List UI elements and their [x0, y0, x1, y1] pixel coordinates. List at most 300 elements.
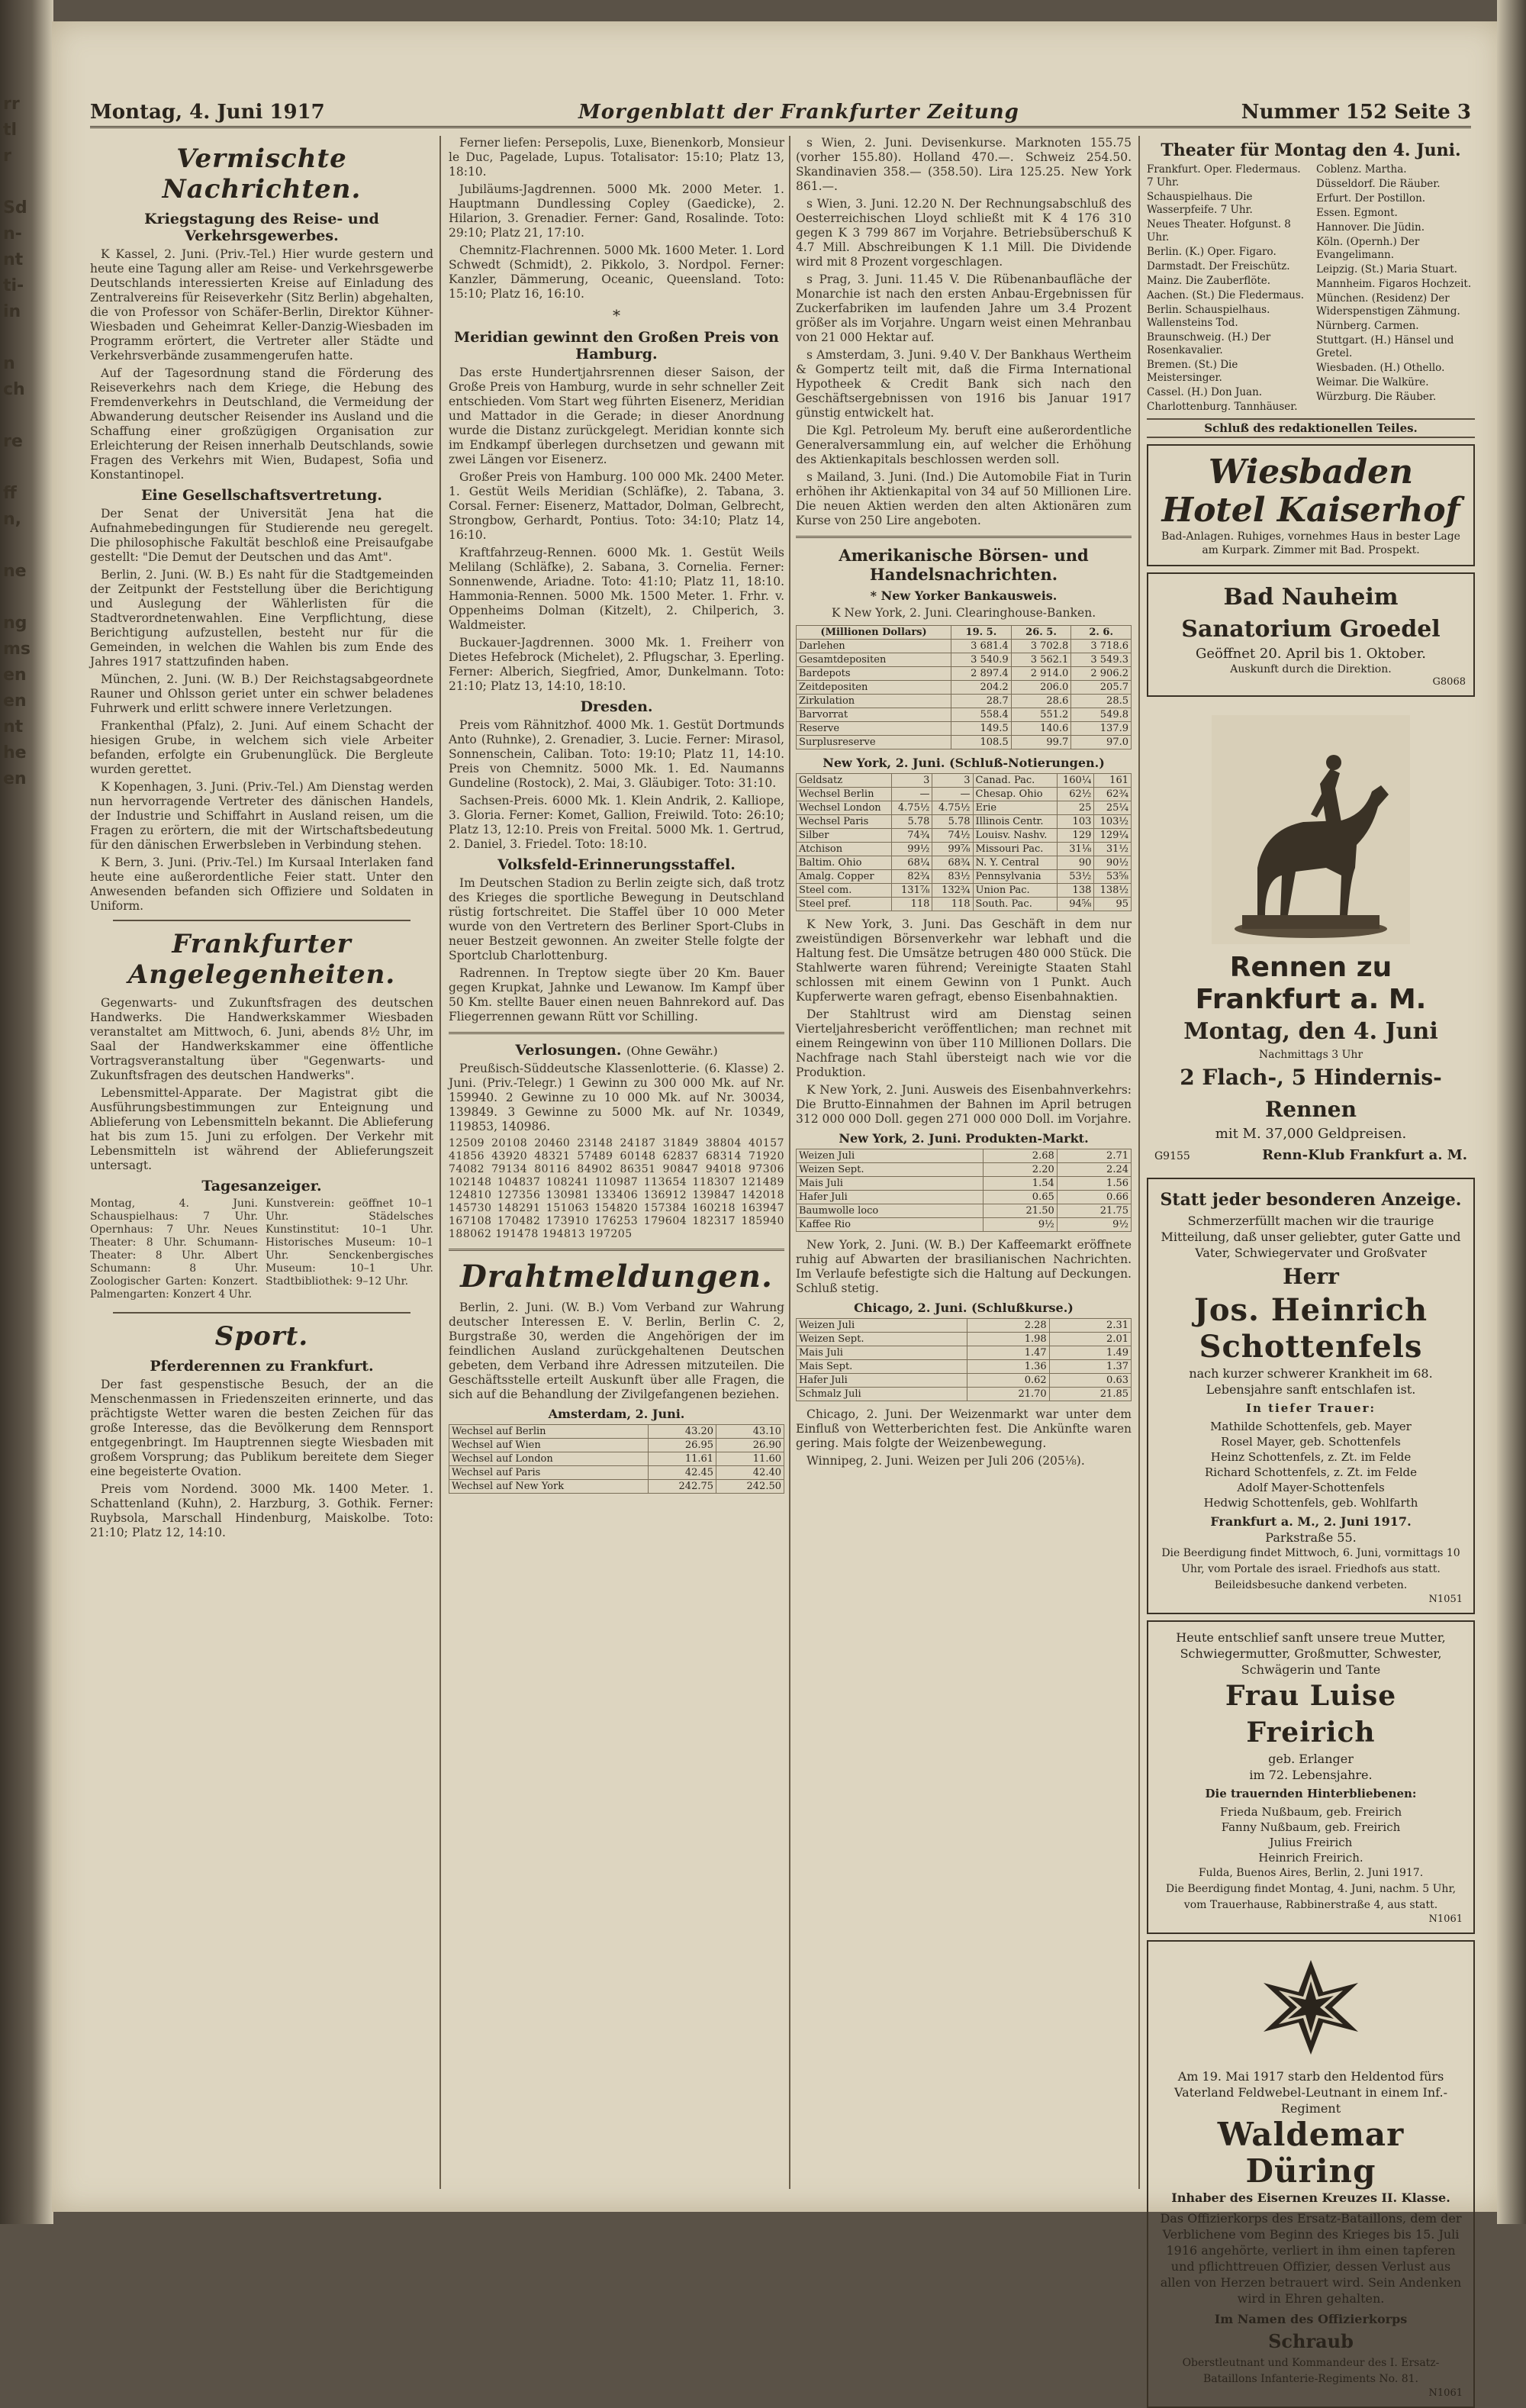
- paragraph: Chemnitz-Flachrennen. 5000 Mk. 1600 Meter. 1. Lord Schwedt (Schmidt), 2. Pikkolo, 3. Nordpol. Ferner: Kanzler, Dämmerung, Oceanic, Queensland. Toto: 15:10; Platz 16, 16:10.: [449, 243, 785, 301]
- paragraph: Sachsen-Preis. 6000 Mk. 1. Klein Andrik, 2. Kalliope, 3. Gloria. Ferner: Komet, Gallion, Freiwild. Toto: 26:10; Platz 13, 12:10. Preis von Freital. 5000 Mk. 1. Gertrud, 2. Daniel, 3. Friedel. Toto: 18:10.: [449, 794, 784, 851]
- article-body: [449, 366, 784, 694]
- table-cell: Schmalz Juli: [797, 1388, 967, 1401]
- theater-entry: Essen. Egmont.: [1316, 207, 1398, 219]
- table-cell: 3 549.3: [1071, 653, 1132, 667]
- ad-code: N1051: [1428, 1594, 1463, 1605]
- produce-market-table: [796, 1149, 1132, 1232]
- column-header: 26. 5.: [1011, 626, 1071, 640]
- table-cell: Bardepots: [797, 667, 951, 681]
- ad-title: Wiesbaden Hotel Kaiserhof: [1161, 453, 1460, 530]
- hotel-kaiserhof-ad: [1147, 444, 1475, 566]
- table-cell: 3: [932, 774, 973, 788]
- theater-entry: Berlin. (K.) Oper. Figaro.: [1147, 246, 1276, 258]
- article-body: [449, 876, 784, 1024]
- section-title: Vermischte Nachrichten.: [162, 143, 362, 205]
- paragraph: Preis vom Rähnitzhof. 4000 Mk. 1. Gestüt Dortmunds Anto (Ruhnke), 2. Grenadier, 3. Lucie. Ferner: Mirasol, Sonnenschein, Caliban. Toto: 19:10; Platz 11, 14:10. Preis von Chemnitz. 5000 Mk. 1. Ed. Naumanns Gundeline (Rostock), 2. Mai, 3. Gläubiger. Toto: 31:10.: [449, 718, 784, 790]
- column-1: [90, 136, 433, 2189]
- table-cell: 1.49: [1049, 1346, 1131, 1360]
- table-cell: 42.40: [716, 1466, 784, 1480]
- paragraph: Großer Preis von Hamburg. 100 000 Mk. 2400 Meter. 1. Gestüt Weils Meridian (Schläfke), 2. Tabana, 3. Corsal. Ferner: Eisenerz, Mattador, Dolman, Gelbrecht, Strongbow, Gerhardt, Pontius. Toto: 34:10; Platz 14, 16:10.: [449, 470, 784, 542]
- ad-footer: [1154, 1147, 1467, 1164]
- theater-entry: Stuttgart. (H.) Hänsel und Gretel.: [1316, 334, 1454, 359]
- table-cell: 5.78: [892, 815, 932, 829]
- theater-entry: Coblenz. Martha.: [1316, 163, 1407, 176]
- paragraph: Radrennen. In Treptow siegte über 20 Km. Bauer gegen Krupkat, Jahnke und Lewanow. Im Kampf über 50 Km. stellte Bauer einen neuen Bahnrekord auf. Das Fliegerrennen gewann Rütt vor Schilling.: [449, 966, 784, 1023]
- table-cell: Steel pref.: [797, 898, 892, 911]
- paragraph: Gegenwarts- und Zukunftsfragen des deutschen Handwerks. Die Handwerkskammer Wiesbaden veranstaltet am Mittwoch, 6. Juni, abends 8½ Uhr, im Saal der Handwerkskammer eine öffentliche Vortragsveranstaltung über "Gegenwarts- und Zukunftsfragen des deutschen Handwerks".: [90, 996, 433, 1082]
- article-heading: Kriegstagung des Reise- und Verkehrsgewerbes.: [144, 211, 379, 244]
- article-heading: * New Yorker Bankausweis.: [870, 588, 1058, 603]
- table-cell: Wechsel Paris: [797, 815, 892, 829]
- table-cell: 26.95: [649, 1439, 716, 1452]
- column-rule: [439, 136, 441, 2189]
- article-heading: Tagesanzeiger.: [201, 1178, 322, 1194]
- mourners-title: Die trauernden Hinterbliebenen:: [1205, 1787, 1417, 1800]
- events-listing: [90, 1198, 433, 1306]
- table-cell: 1.37: [1049, 1360, 1131, 1374]
- column-rule: [789, 136, 790, 2189]
- article-body: [449, 718, 784, 852]
- ad-text: Bad-Anlagen. Ruhiges, vornehmes Haus in bester Lage am Kurpark. Zimmer mit Bad. Prospekt.: [1161, 530, 1460, 556]
- masthead-title: Morgenblatt der Frankfurter Zeitung: [578, 101, 1019, 124]
- theater-entry: Bremen. (St.) Die Meistersinger.: [1147, 359, 1238, 384]
- table-cell: 21.50: [983, 1204, 1057, 1218]
- exchange-table: [449, 1424, 784, 1494]
- table-cell: Weizen Juli: [797, 1149, 984, 1163]
- paragraph: Chicago, 2. Juni. Der Weizenmarkt war unter dem Einfluß von Wetterberichten fest. Die Ankünfte waren gering. Mais folgte der Weizenbewegung.: [796, 1407, 1132, 1450]
- events-right: Kunstverein: geöffnet 10–1 Uhr. Städelsches Kunstinstitut: 10–1 Uhr. Historisches Museum: 10–1 Uhr. Senckenbergisches Museum: 10–1 Uhr. Stadtbibliothek: 9–12 Uhr.: [266, 1198, 433, 1288]
- article-heading: [449, 1042, 784, 1059]
- table-cell: 140.6: [1011, 722, 1071, 736]
- table-cell: 242.75: [649, 1480, 716, 1494]
- table-row: [797, 1177, 1132, 1191]
- paragraph: Der Stahltrust wird am Dienstag seinen Vierteljahresbericht veröffentlichen; man rechnet mit einem Reingewinn von über 110 Millionen Dollars. Die Nachfrage nach Stahl übersteigt nach wie vor die Produktion.: [796, 1007, 1132, 1079]
- paragraph: s Mailand, 3. Juni. (Ind.) Die Automobile Fiat in Turin erhöhen ihr Aktienkapital von 34 auf 50 Millionen Lire. Die neuen Aktien werden den alten Aktionären zum Kurse von 250 Lire angeboten.: [796, 470, 1132, 527]
- column-rule: [1138, 136, 1140, 2189]
- table-cell: 53½: [1057, 870, 1094, 884]
- article-heading: Dresden.: [580, 698, 653, 715]
- table-row: [797, 1333, 1132, 1346]
- ad-title: Bad Nauheim Sanatorium Groedel: [1181, 584, 1441, 643]
- table-cell: Wechsel London: [797, 801, 892, 815]
- article-heading: Eine Gesellschaftsvertretung.: [140, 487, 383, 504]
- table-cell: Hafer Juli: [797, 1374, 967, 1388]
- theater-entry: Köln. (Opernh.) Der Evangelimann.: [1316, 236, 1420, 261]
- paragraph: Lebensmittel-Apparate. Der Magistrat gibt die Ausführungsbestimmungen zur Enteignung und Ablieferung von Lebensmitteln bekannt. Die Ablieferung hat bis zum 15. Juni zu erfolgen. Der Verkehr mit Lebensmitteln ist während der Ablieferungszeit untersagt.: [90, 1086, 433, 1172]
- table-cell: 118: [932, 898, 973, 911]
- masthead-date: Montag, 4. Juni 1917: [90, 101, 325, 124]
- table-cell: Canad. Pac.: [973, 774, 1057, 788]
- table-cell: 0.66: [1057, 1191, 1131, 1204]
- table-row: [797, 1163, 1132, 1177]
- table-row: [449, 1480, 784, 1494]
- article-heading: Volksfeld-Erinnerungsstaffel.: [497, 856, 736, 873]
- table-cell: 3 718.6: [1071, 640, 1132, 653]
- ad-races: 2 Flach-, 5 Hindernis-Rennen: [1180, 1065, 1442, 1122]
- table-cell: 9½: [983, 1218, 1057, 1232]
- paragraph: Frankenthal (Pfalz), 2. Juni. Auf einem Schacht der hiesigen Grube, in welchem sich viele Arbeiter befanden, erfolgte ein Grubenunglück. Die Bergleute wurden gerettet.: [90, 719, 433, 776]
- table-cell: Baumwolle loco: [797, 1204, 984, 1218]
- lottery-numbers: 12509 20108 20460 23148 24187 31849 38804 40157 41856 43920 48321 57489 60148 62837 68314 71920 74082 79134 80116 84902 86351 90847 94018 97306 102148 104837 108241 110987 113654 118307 121489 124810 127356 130981 133406 136912 139847 142018 145730 148291 151063 154820 157384 160218 163947 167108 170482 173910 176253 179604 182317 185940 188062 191478 194813 197205: [449, 1137, 784, 1240]
- table-cell: South. Pac.: [973, 898, 1057, 911]
- section-title: Frankfurter Angelegenheiten.: [127, 929, 396, 990]
- theater-heading: Theater für Montag den 4. Juni.: [1161, 140, 1461, 160]
- signature-rank: Oberstleutnant und Kommandeur des I. Ersatz-Bataillons Infanterie-Regiments No. 81.: [1182, 2357, 1440, 2385]
- newspaper-page: [52, 21, 1502, 2399]
- table-row: [797, 1204, 1132, 1218]
- ad-code: N1061: [1428, 1913, 1463, 1925]
- table-cell: 99⅞: [932, 843, 973, 856]
- theater-entry: München. (Residenz) Der Widerspenstigen Zähmung.: [1316, 292, 1460, 318]
- theater-entry: Cassel. (H.) Don Juan.: [1147, 386, 1263, 398]
- article-body: [90, 247, 433, 482]
- table-cell: 26.90: [716, 1439, 784, 1452]
- article-body: [90, 507, 433, 914]
- table-cell: 99½: [892, 843, 932, 856]
- table-caption: Amsterdam, 2. Juni.: [548, 1407, 685, 1421]
- theater-entry: Neues Theater. Hofgunst. 8 Uhr.: [1147, 218, 1291, 243]
- obituary-freirich: [1147, 1620, 1475, 1934]
- events-left: Montag, 4. Juni. Schauspielhaus: 7 Uhr. Opernhaus: 7 Uhr. Neues Theater: 8 Uhr. Schumann-Theater: 8 Uhr. Albert Schumann: 8 Uhr. Zoologischer Garten: Konzert. Palmengarten: Konzert 4 Uhr.: [90, 1198, 258, 1301]
- theater-entry: Braunschweig. (H.) Der Rosenkavalier.: [1147, 331, 1271, 356]
- page-edge: [1497, 0, 1526, 2224]
- masthead: [90, 98, 1471, 128]
- obituary-name: Waldemar Düring: [1217, 2116, 1405, 2190]
- obituary-place: Fulda, Buenos Aires, Berlin, 2. Juni 1917.: [1198, 1867, 1424, 1879]
- table-row: [797, 788, 1132, 801]
- paragraph: Auf der Tagesordnung stand die Förderung des Reiseverkehrs nach dem Kriege, die Hebung des Fremdenverkehrs in Deutschland, die Vermeidung der Abwanderung deutscher Reisender ins Ausland und die Schaffung einer großzügigen Organisation zur Erleichterung der Reisen innerhalb Deutschlands, sowie Fragen des Verkehrs mit Wien, Budapest, Sofia und Konstantinopel.: [90, 366, 433, 482]
- paragraph: New York, 2. Juni. (W. B.) Der Kaffeemarkt eröffnete ruhig auf Abwarten der brasilianischen Nachrichten. Im Verlaufe befestigte sich die Haltung auf Deckungen. Schluß stetig.: [796, 1238, 1132, 1295]
- editorial-end: Schluß des redaktionellen Teiles.: [1147, 418, 1475, 438]
- paragraph: K New York, 3. Juni. Das Geschäft in dem nur zweistündigen Börsenverkehr war lebhaft und die Haltung fest. Die Umsätze betrugen 480 000 Stück. Die Stahlwerte waren führend; Vereinigte Staaten Stahl schlossen mit einem Gewinn von 1 Punkt. Auch Kupferwerte waren gefragt, ebenso Eisenbahnaktien.: [796, 917, 1132, 1004]
- table-cell: 3 681.4: [951, 640, 1012, 653]
- article-body: [796, 1238, 1132, 1296]
- table-cell: 2.24: [1057, 1163, 1131, 1177]
- table-cell: Illinois Centr.: [973, 815, 1057, 829]
- column-4: [1147, 136, 1475, 2399]
- table-cell: Wechsel Berlin: [797, 788, 892, 801]
- table-cell: 2.31: [1049, 1319, 1131, 1333]
- funeral-info: Die Beerdigung findet Montag, 4. Juni, nachm. 5 Uhr, vom Trauerhause, Rabbinerstraße 4, aus statt.: [1165, 1883, 1457, 1911]
- table-cell: Union Pac.: [973, 884, 1057, 898]
- table-row: [797, 708, 1132, 722]
- signature-title: Im Namen des Offizierkorps: [1214, 2312, 1408, 2326]
- paragraph: K Kassel, 2. Juni. (Priv.-Tel.) Hier wurde gestern und heute eine Tagung aller am Reise- und Verkehrsgewerbe Deutschlands interessierten Kreise auf Einladung des Zentralvereins für Reiseverkehr (Sitz Berlin) abgehalten, die von Professor von Schäfer-Berlin, Direktor Kühner-Wiesbaden und Geheimrat Keller-Danzig-Wiesbaden im Programm erörtert, die Vertreter aller Städte und Verkehrsverbände zusammengerufen hatte.: [90, 247, 433, 363]
- table-cell: Hafer Juli: [797, 1191, 984, 1204]
- table-cell: 2.01: [1049, 1333, 1131, 1346]
- table-cell: 99.7: [1011, 736, 1071, 749]
- book-binding: [0, 0, 53, 2224]
- ad-code: N1061: [1428, 2387, 1463, 2399]
- table-cell: 42.45: [649, 1466, 716, 1480]
- table-cell: 95: [1094, 898, 1132, 911]
- article-body: [796, 917, 1132, 1127]
- table-cell: 160¼: [1057, 774, 1094, 788]
- column-3: [796, 136, 1132, 2189]
- article-heading: Pferderennen zu Frankfurt.: [150, 1358, 374, 1375]
- table-cell: 204.2: [951, 681, 1012, 695]
- table-row: [797, 722, 1132, 736]
- mourners-list: Frieda Nußbaum, geb. Freirich Fanny Nußbaum, geb. Freirich Julius Freirich Heinrich Freirich.: [1219, 1805, 1402, 1865]
- obituary-text: Am 19. Mai 1917 starb den Heldentod fürs Vaterland Feldwebel-Leutnant in einem Inf.-Regiment: [1174, 2069, 1447, 2116]
- table-cell: 43.10: [716, 1425, 784, 1439]
- theater-entry: Berlin. Schauspielhaus. Wallensteins Tod.: [1147, 304, 1270, 329]
- table-cell: 94⅝: [1057, 898, 1094, 911]
- table-cell: 2.68: [983, 1149, 1057, 1163]
- theater-entry: Nürnberg. Carmen.: [1316, 320, 1419, 332]
- table-cell: Surplusreserve: [797, 736, 951, 749]
- horse-race-ad: [1147, 703, 1475, 1172]
- paragraph: K Kopenhagen, 3. Juni. (Priv.-Tel.) Am Dienstag werden nun hervorragende Vertreter des dänischen Handels, der Industrie und Schiffahrt in Ausland reisen, um die Fragen zu erörtern, die mit der Wirtschaftsbedeutung für den dänischen Erwerbsleben in Verbindung stehen.: [90, 780, 433, 852]
- table-cell: Gesamtdepositen: [797, 653, 951, 667]
- table-cell: 1.98: [967, 1333, 1049, 1346]
- iron-cross-icon: [1257, 1954, 1364, 2061]
- table-cell: 132¾: [932, 884, 973, 898]
- divider: [796, 536, 1132, 538]
- article-body: [796, 1407, 1132, 1468]
- table-cell: 3 702.8: [1011, 640, 1071, 653]
- mourners-list: Mathilde Schottenfels, geb. Mayer Rosel Mayer, geb. Schottenfels Heinz Schottenfels, z. Zt. im Felde Richard Schottenfels, z. Zt. im Felde Adolf Mayer-Schottenfels Hedwig Schottenfels, geb. Wohlfarth: [1203, 1420, 1418, 1510]
- theater-entry: Aachen. (St.) Die Fledermaus.: [1147, 289, 1305, 301]
- table-cell: 549.8: [1071, 708, 1132, 722]
- table-cell: 11.60: [716, 1452, 784, 1466]
- table-cell: Weizen Sept.: [797, 1333, 967, 1346]
- obituary-award: Inhaber des Eisernen Kreuzes II. Klasse.: [1171, 2190, 1450, 2205]
- table-cell: Weizen Juli: [797, 1319, 967, 1333]
- table-cell: 2 897.4: [951, 667, 1012, 681]
- section-title: Amerikanische Börsen- und Handelsnachrichten.: [839, 546, 1089, 584]
- table-caption: K New York, 2. Juni. Clearinghouse-Banken.: [831, 606, 1096, 620]
- chicago-market-table: [796, 1318, 1132, 1401]
- table-cell: Weizen Sept.: [797, 1163, 984, 1177]
- table-caption: New York, 2. Juni. Produkten-Markt.: [839, 1131, 1089, 1146]
- divider: [449, 1249, 784, 1251]
- table-row: [449, 1425, 784, 1439]
- article-body: [90, 996, 433, 1173]
- table-row: [797, 1149, 1132, 1163]
- table-cell: 90: [1057, 856, 1094, 870]
- table-cell: Mais Juli: [797, 1346, 967, 1360]
- table-cell: 21.75: [1057, 1204, 1131, 1218]
- table-cell: 103½: [1094, 815, 1132, 829]
- table-cell: Mais Sept.: [797, 1360, 967, 1374]
- table-cell: Pennsylvania: [973, 870, 1057, 884]
- separator-star: *: [613, 306, 620, 324]
- obituary-name: Frau Luise Freirich: [1225, 1680, 1397, 1749]
- table-caption: Chicago, 2. Juni. (Schlußkurse.): [854, 1301, 1074, 1315]
- table-cell: 242.50: [716, 1480, 784, 1494]
- obituary-text: nach kurzer schwerer Krankheit im 68. Lebensjahre sanft entschlafen ist.: [1189, 1366, 1433, 1397]
- table-cell: 4.75½: [932, 801, 973, 815]
- sanatorium-groedel-ad: [1147, 572, 1475, 697]
- table-cell: 90½: [1094, 856, 1132, 870]
- ad-date: Montag, den 4. Juni: [1183, 1018, 1438, 1045]
- theater-entry: Frankfurt. Oper. Fledermaus. 7 Uhr.: [1147, 163, 1301, 189]
- table-cell: 21.85: [1049, 1388, 1131, 1401]
- obituary-place: Frankfurt a. M., 2. Juni 1917.: [1210, 1514, 1412, 1529]
- table-header-row: [797, 626, 1132, 640]
- table-cell: Wechsel auf London: [449, 1452, 649, 1466]
- paragraph: Berlin, 2. Juni. (W. B.) Vom Verband zur Wahrung deutscher Interessen E. V. Berlin, Berlin C. 2, Burgstraße 30, werden die Angehörigen der im feindlichen Ausland zurückgehaltenen Deutschen gebeten, dem Verband ihre Adressen mitzuteilen. Die Geschäftsstelle erteilt Auskunft über alle Fragen, die sich auf die Behandlung der Zivilgefangenen beziehen.: [449, 1301, 784, 1401]
- section-title: Sport.: [214, 1321, 309, 1352]
- table-row: [797, 1319, 1132, 1333]
- table-cell: 82¾: [892, 870, 932, 884]
- table-cell: 161: [1094, 774, 1132, 788]
- paragraph: Buckauer-Jagdrennen. 3000 Mk. 1. Freiherr von Dietes Hefebrock (Michelet), 2. Pflugschar, 3. Eperling. Ferner: Alberich, Siegfried, Amor, Dunkelmann. Toto: 21:10; Platz 13, 14:10, 18:10.: [449, 636, 784, 693]
- table-row: [797, 653, 1132, 667]
- table-cell: 83½: [932, 870, 973, 884]
- table-cell: 558.4: [951, 708, 1012, 722]
- adjacent-page-fragment: rr tl r Sd n- nt ti- in n ch re ff n, ne ng ms en en nt he en: [3, 95, 31, 788]
- table-cell: 25: [1057, 801, 1094, 815]
- paragraph: s Amsterdam, 3. Juni. 9.40 V. Der Bankhaus Wertheim & Gompertz teilt mit, daß die Firma International Hypotheek & Credit Bank sich nach den Geschäftsergebnissen von 1916 bis Januar 1917 günstig entwickelt hat.: [796, 348, 1132, 420]
- table-cell: 118: [892, 898, 932, 911]
- table-row: [797, 1218, 1132, 1232]
- obituary-title: Herr: [1283, 1264, 1339, 1289]
- table-cell: 129¼: [1094, 829, 1132, 843]
- article-body: [449, 1301, 784, 1402]
- table-cell: Steel com.: [797, 884, 892, 898]
- table-cell: N. Y. Central: [973, 856, 1057, 870]
- theater-entry: Düsseldorf. Die Räuber.: [1316, 178, 1441, 190]
- table-cell: Geldsatz: [797, 774, 892, 788]
- bank-statement-table: [796, 625, 1132, 749]
- table-cell: 138: [1057, 884, 1094, 898]
- obituary-age: im 72. Lebensjahre.: [1249, 1768, 1373, 1782]
- paragraph: K New York, 2. Juni. Ausweis des Eisenbahnverkehrs: Die Brutto-Einnahmen der Bahnen im April betrugen 312 000 000 Doll. gegen 271 000 000 Doll. im Vorjahre.: [796, 1083, 1132, 1126]
- table-cell: 131⅞: [892, 884, 932, 898]
- table-cell: 137.9: [1071, 722, 1132, 736]
- table-cell: —: [892, 788, 932, 801]
- table-row: [797, 870, 1132, 884]
- divider: [113, 920, 410, 921]
- table-cell: 551.2: [1011, 708, 1071, 722]
- table-cell: Wechsel auf Berlin: [449, 1425, 649, 1439]
- table-row: [797, 898, 1132, 911]
- table-row: [797, 856, 1132, 870]
- table-row: [797, 1191, 1132, 1204]
- article-heading: Meridian gewinnt den Großen Preis von Hamburg.: [454, 329, 779, 363]
- stock-quotes-table: [796, 773, 1132, 911]
- table-row: [449, 1452, 784, 1466]
- paragraph: Berlin, 2. Juni. (W. B.) Es naht für die Stadtgemeinden der Zeitpunkt der Feststellung über die Berichtigung und Auslegung der Wählerlisten für die Stadtverordnetenwahlen. Eine Verpflichtung, diese Berichtigung aufzustellen, besteht nur für die Gemeinden, in welchen die Wahlen bis zum Ende des Jahres 1917 stattzufinden haben.: [90, 568, 433, 669]
- obituary-address: Parkstraße 55.: [1265, 1530, 1357, 1545]
- table-cell: 31⅛: [1057, 843, 1094, 856]
- table-cell: Wechsel auf New York: [449, 1480, 649, 1494]
- ad-time: Nachmittags 3 Uhr: [1258, 1049, 1363, 1061]
- horse-rider-icon: [1212, 715, 1410, 944]
- table-cell: Silber: [797, 829, 892, 843]
- theater-entry: Weimar. Die Walküre.: [1316, 376, 1429, 388]
- table-cell: 11.61: [649, 1452, 716, 1466]
- table-cell: Reserve: [797, 722, 951, 736]
- column-header: 2. 6.: [1071, 626, 1132, 640]
- table-cell: Darlehen: [797, 640, 951, 653]
- table-row: [797, 640, 1132, 653]
- lottery-heading: Verlosungen.: [515, 1042, 622, 1059]
- table-cell: 68¼: [892, 856, 932, 870]
- table-cell: 2 914.0: [1011, 667, 1071, 681]
- paragraph: Kraftfahrzeug-Rennen. 6000 Mk. 1. Gestüt Weils Melilang (Schläfke), 2. Sabana, 3. Cornelia. Ferner: Sonnenwende, Ariadne. Toto: 41:10; Platz 11, 18:10. Hammonia-Rennen. 5000 Mk. 1500 Meter. 1. Frhr. v. Oppenheims Dolman (Kitzelt), 2. Chilperich, 3. Waldmeister.: [449, 546, 784, 632]
- table-cell: 205.7: [1071, 681, 1132, 695]
- table-cell: —: [932, 788, 973, 801]
- theater-entry: Mannheim. Figaros Hochzeit.: [1316, 278, 1472, 290]
- obituary-text: Das Offizierkorps des Ersatz-Bataillons, dem der Verblichene vom Beginn des Krieges bis 15. Juli 1916 angehörte, verliert in ihm einen tapferen und pflichttreuen Offizier, dessen Verlust aus allen von Herzen betrauert wird. Sein Andenken wird in Ehren gehalten.: [1160, 2211, 1462, 2306]
- paragraph: Der Senat der Universität Jena hat die Aufnahmebedingungen für Studierende neu geregelt. Die philosophische Fakultät beschloß eine Preisaufgabe gestellt: "Die Demut der Deutschen und das Amt".: [90, 507, 433, 564]
- table-cell: 129: [1057, 829, 1094, 843]
- table-row: [797, 1388, 1132, 1401]
- table-row: [797, 801, 1132, 815]
- table-cell: 108.5: [951, 736, 1012, 749]
- table-cell: 138½: [1094, 884, 1132, 898]
- theater-entry: Leipzig. (St.) Maria Stuart.: [1316, 263, 1457, 276]
- table-cell: 5.78: [932, 815, 973, 829]
- table-cell: 103: [1057, 815, 1094, 829]
- table-cell: 2.28: [967, 1319, 1049, 1333]
- paragraph: s Wien, 3. Juni. 12.20 N. Der Rechnungsabschluß des Oesterreichischen Lloyd schließt mit K 4 176 310 gegen K 3 799 867 im Vorjahre. Betriebsüberschuß K 4.7 Mill. Abschreibungen K 1.1 Mill. Die Dividende wird mit 8 Prozent vorgeschlagen.: [796, 197, 1132, 269]
- table-cell: Zirkulation: [797, 695, 951, 708]
- paragraph: München, 2. Juni. (W. B.) Der Reichstagsabgeordnete Rauner und Ohlsson geriet unter ein schwer beladenes Fuhrwerk und erlitt schwere innere Verletzungen.: [90, 672, 433, 715]
- table-cell: Erie: [973, 801, 1057, 815]
- obituary-name: Jos. Heinrich Schottenfels: [1193, 1292, 1428, 1365]
- table-cell: Atchison: [797, 843, 892, 856]
- table-row: [797, 884, 1132, 898]
- table-row: [797, 815, 1132, 829]
- obituary-header: Statt jeder besonderen Anzeige.: [1160, 1190, 1462, 1210]
- table-cell: 53⅝: [1094, 870, 1132, 884]
- theater-entry: Charlottenburg. Tannhäuser.: [1147, 401, 1298, 413]
- table-cell: Kaffee Rio: [797, 1218, 984, 1232]
- table-cell: 28.5: [1071, 695, 1132, 708]
- obituary-text: Schmerzerfüllt machen wir die traurige Mitteilung, daß unser geliebter, guter Gatte und Vater, Schwiegervater und Großvater: [1161, 1214, 1461, 1260]
- paragraph: Jubiläums-Jagdrennen. 5000 Mk. 2000 Meter. 1. Hauptmann Dundlessing Copley (Gaedicke), 2. Hilarion, 3. Grenadier. Ferner: Gand, Rosalinde. Toto: 29:10; Platz 21, 17:10.: [449, 182, 784, 240]
- obituary-maiden-name: geb. Erlanger: [1268, 1752, 1354, 1766]
- paragraph: s Prag, 3. Juni. 11.45 V. Die Rübenanbaufläche der Monarchie ist nach den ersten Anbau-Ergebnissen für Zuckerfabriken im laufenden Jahre um 3.4 Prozent größer als im Vorjahre. Ungarn weist einen Mehranbau von 21 000 Hektar auf.: [796, 272, 1132, 344]
- section-title: Drahtmeldungen.: [460, 1259, 773, 1294]
- table-cell: 0.63: [1049, 1374, 1131, 1388]
- paragraph: Preußisch-Süddeutsche Klassenlotterie. (6. Klasse) 2. Juni. (Priv.-Telegr.) 1 Gewinn zu 300 000 Mk. auf Nr. 159940. 2 Gewinne zu 10 000 Mk. auf Nr. 30034, 139849. 3 Gewinne zu 5000 Mk. auf Nr. 10349, 119853, 140986.: [449, 1062, 784, 1133]
- table-cell: 21.70: [967, 1388, 1049, 1401]
- divider: [113, 1312, 410, 1314]
- table-cell: 1.47: [967, 1346, 1049, 1360]
- table-row: [797, 681, 1132, 695]
- theater-entry: Hannover. Die Jüdin.: [1316, 221, 1425, 234]
- ad-club: Renn-Klub Frankfurt a. M.: [1262, 1147, 1467, 1163]
- table-caption: New York, 2. Juni. (Schluß-Notierungen.): [823, 756, 1105, 770]
- table-cell: 25¼: [1094, 801, 1132, 815]
- ad-code: G8068: [1432, 676, 1466, 688]
- obituary-schottenfels: [1147, 1178, 1475, 1614]
- table-cell: 2.20: [983, 1163, 1057, 1177]
- table-cell: 28.6: [1011, 695, 1071, 708]
- funeral-info: Die Beerdigung findet Mittwoch, 6. Juni, vormittags 10 Uhr, vom Portale des israel. Friedhofs aus statt. Beileidsbesuche dankend verbeten.: [1161, 1547, 1460, 1591]
- paragraph: Preis vom Nordend. 3000 Mk. 1400 Meter. 1. Schattenland (Kuhn), 2. Harzburg, 3. Gothik. Ferner: Ruybsola, Marschall Hindenburg, Maiskolbe. Toto: 21:10; Platz 12, 14:10.: [90, 1482, 433, 1539]
- article-body: [449, 1062, 784, 1241]
- obituary-text: Heute entschlief sanft unsere treue Mutter, Schwiegermutter, Großmutter, Schwester, Schwägerin und Tante: [1176, 1630, 1446, 1677]
- article-body: [449, 136, 784, 301]
- table-cell: 4.75½: [892, 801, 932, 815]
- paragraph: Winnipeg, 2. Juni. Weizen per Juli 206 (205⅛).: [806, 1454, 1085, 1468]
- table-row: [797, 1360, 1132, 1374]
- divider: [449, 1032, 784, 1034]
- table-cell: 74½: [932, 829, 973, 843]
- table-cell: 62¾: [1094, 788, 1132, 801]
- column-header: (Millionen Dollars): [797, 626, 951, 640]
- mourners-title: In tiefer Trauer:: [1245, 1401, 1376, 1415]
- table-cell: Wechsel auf Wien: [449, 1439, 649, 1452]
- table-cell: 149.5: [951, 722, 1012, 736]
- table-row: [449, 1466, 784, 1480]
